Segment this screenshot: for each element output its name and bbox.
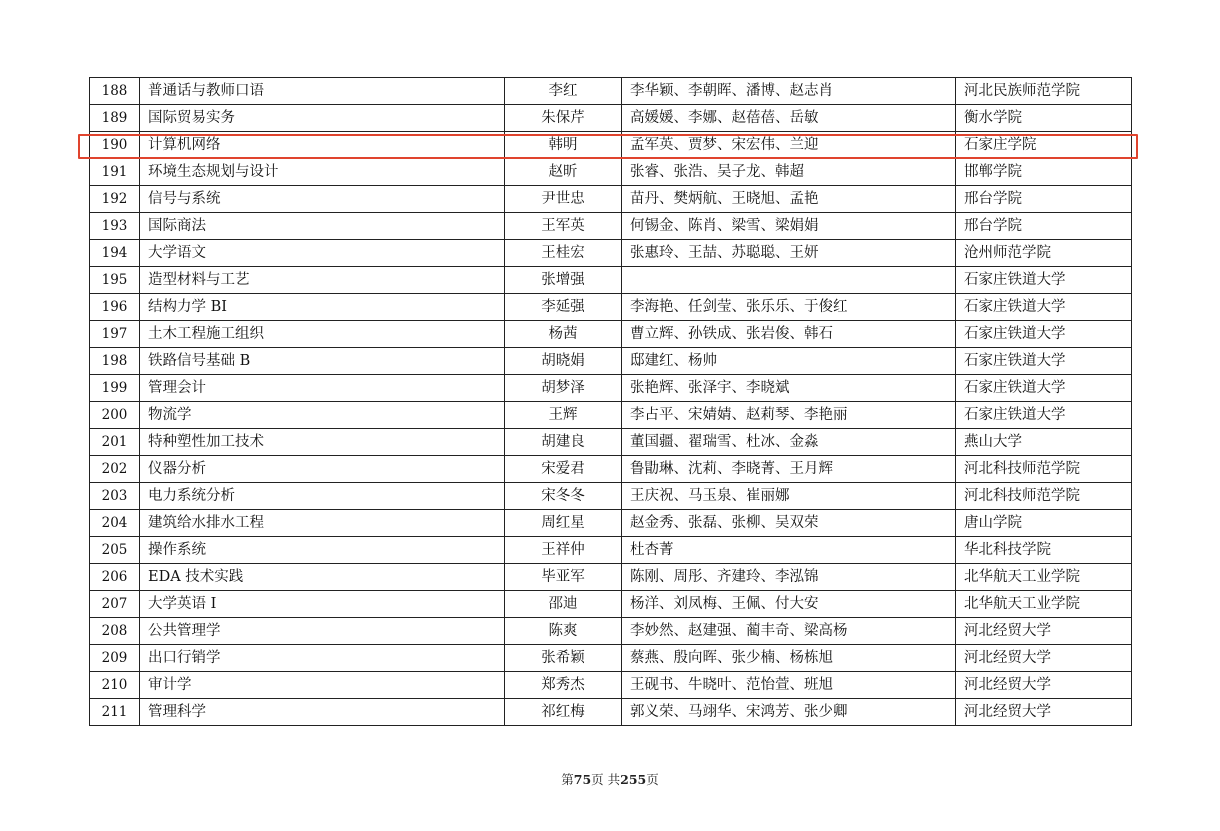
row-number: 192 [90, 186, 140, 213]
table-row [90, 375, 1132, 402]
row-number: 208 [90, 618, 140, 645]
footer-prefix: 第 [561, 772, 574, 787]
team-members: 李华颖、李朝晖、潘博、赵志肖 [622, 78, 956, 105]
team-members: 陈刚、周彤、齐建玲、李泓锦 [622, 564, 956, 591]
total-page-number: 255 [620, 772, 647, 787]
table-row [90, 78, 1132, 105]
course-leader: 邵迪 [505, 591, 622, 618]
table-row [90, 699, 1132, 726]
school-name: 衡水学院 [956, 105, 1132, 132]
team-members: 王庆祝、马玉泉、崔丽娜 [622, 483, 956, 510]
school-name: 河北经贸大学 [956, 699, 1132, 726]
row-number: 205 [90, 537, 140, 564]
row-number: 200 [90, 402, 140, 429]
course-name: 审计学 [140, 672, 505, 699]
row-number: 188 [90, 78, 140, 105]
course-name: 结构力学 BI [140, 294, 505, 321]
team-members: 鲁勖琳、沈莉、李晓菁、王月辉 [622, 456, 956, 483]
course-leader: 王军英 [505, 213, 622, 240]
course-name: 物流学 [140, 402, 505, 429]
course-name: 土木工程施工组织 [140, 321, 505, 348]
school-name: 石家庄铁道大学 [956, 321, 1132, 348]
course-name: 环境生态规划与设计 [140, 159, 505, 186]
course-leader: 王桂宏 [505, 240, 622, 267]
course-name: 信号与系统 [140, 186, 505, 213]
table-row [90, 159, 1132, 186]
school-name: 北华航天工业学院 [956, 591, 1132, 618]
table-row [90, 456, 1132, 483]
course-name: 操作系统 [140, 537, 505, 564]
course-name: 造型材料与工艺 [140, 267, 505, 294]
school-name: 石家庄铁道大学 [956, 402, 1132, 429]
footer-mid: 页 共 [591, 772, 621, 787]
row-number: 197 [90, 321, 140, 348]
table-row [90, 618, 1132, 645]
table-row [90, 591, 1132, 618]
table-row [90, 348, 1132, 375]
course-name: 特种塑性加工技术 [140, 429, 505, 456]
course-leader: 王辉 [505, 402, 622, 429]
row-number: 203 [90, 483, 140, 510]
school-name: 北华航天工业学院 [956, 564, 1132, 591]
course-name: 普通话与教师口语 [140, 78, 505, 105]
row-number: 206 [90, 564, 140, 591]
page-footer [0, 770, 1220, 788]
row-number: 211 [90, 699, 140, 726]
course-leader: 赵昕 [505, 159, 622, 186]
row-number: 194 [90, 240, 140, 267]
course-name: 管理科学 [140, 699, 505, 726]
table-row [90, 186, 1132, 213]
school-name: 河北经贸大学 [956, 618, 1132, 645]
school-name: 河北经贸大学 [956, 672, 1132, 699]
table-row [90, 564, 1132, 591]
course-leader: 胡梦泽 [505, 375, 622, 402]
course-leader: 郑秀杰 [505, 672, 622, 699]
course-name: EDA 技术实践 [140, 564, 505, 591]
team-members: 高媛媛、李娜、赵蓓蓓、岳敏 [622, 105, 956, 132]
table-row [90, 267, 1132, 294]
row-number: 198 [90, 348, 140, 375]
course-leader: 韩明 [505, 132, 622, 159]
school-name: 石家庄铁道大学 [956, 267, 1132, 294]
table-row [90, 240, 1132, 267]
row-number: 207 [90, 591, 140, 618]
team-members: 李海艳、任剑莹、张乐乐、于俊红 [622, 294, 956, 321]
course-name: 大学英语 I [140, 591, 505, 618]
course-leader: 胡建良 [505, 429, 622, 456]
school-name: 河北科技师范学院 [956, 456, 1132, 483]
school-name: 石家庄铁道大学 [956, 348, 1132, 375]
course-leader: 祁红梅 [505, 699, 622, 726]
course-name: 管理会计 [140, 375, 505, 402]
school-name: 石家庄铁道大学 [956, 375, 1132, 402]
team-members: 李占平、宋婧婧、赵莉琴、李艳丽 [622, 402, 956, 429]
school-name: 邯郸学院 [956, 159, 1132, 186]
course-leader: 尹世忠 [505, 186, 622, 213]
course-leader: 周红星 [505, 510, 622, 537]
table-row [90, 429, 1132, 456]
current-page-number: 75 [573, 772, 592, 787]
team-members: 王砚书、牛晓叶、范怡萱、班旭 [622, 672, 956, 699]
course-leader: 李红 [505, 78, 622, 105]
course-leader: 毕亚军 [505, 564, 622, 591]
row-number: 204 [90, 510, 140, 537]
row-number: 202 [90, 456, 140, 483]
course-leader: 朱保芹 [505, 105, 622, 132]
row-number: 195 [90, 267, 140, 294]
school-name: 河北民族师范学院 [956, 78, 1132, 105]
row-number: 189 [90, 105, 140, 132]
school-name: 石家庄学院 [956, 132, 1132, 159]
course-leader: 李延强 [505, 294, 622, 321]
table-row [90, 321, 1132, 348]
table-row [90, 672, 1132, 699]
course-leader: 王祥仲 [505, 537, 622, 564]
team-members: 曹立辉、孙铁成、张岩俊、韩石 [622, 321, 956, 348]
school-name: 华北科技学院 [956, 537, 1132, 564]
team-members: 杨洋、刘凤梅、王佩、付大安 [622, 591, 956, 618]
course-name: 公共管理学 [140, 618, 505, 645]
course-name: 国际商法 [140, 213, 505, 240]
team-members: 郭义荣、马翊华、宋鸿芳、张少卿 [622, 699, 956, 726]
school-name: 燕山大学 [956, 429, 1132, 456]
table-body [90, 78, 1132, 726]
table-row [90, 537, 1132, 564]
course-name: 建筑给水排水工程 [140, 510, 505, 537]
school-name: 石家庄铁道大学 [956, 294, 1132, 321]
team-members: 董国疆、翟瑞雪、杜冰、金淼 [622, 429, 956, 456]
course-leader: 张增强 [505, 267, 622, 294]
team-members: 孟军英、贾梦、宋宏伟、兰迎 [622, 132, 956, 159]
team-members: 赵金秀、张磊、张柳、吴双荣 [622, 510, 956, 537]
course-name: 铁路信号基础 B [140, 348, 505, 375]
school-name: 邢台学院 [956, 213, 1132, 240]
course-name: 国际贸易实务 [140, 105, 505, 132]
course-leader: 胡晓娟 [505, 348, 622, 375]
course-name: 计算机网络 [140, 132, 505, 159]
course-leader: 张希颖 [505, 645, 622, 672]
team-members: 蔡燕、殷向晖、张少楠、杨栋旭 [622, 645, 956, 672]
row-number: 193 [90, 213, 140, 240]
course-name: 大学语文 [140, 240, 505, 267]
table-row [90, 294, 1132, 321]
team-members: 何锡金、陈肖、梁雪、梁娟娟 [622, 213, 956, 240]
table-row [90, 510, 1132, 537]
team-members: 李妙然、赵建强、蔺丰奇、梁高杨 [622, 618, 956, 645]
table-row [90, 132, 1132, 159]
school-name: 唐山学院 [956, 510, 1132, 537]
row-number: 209 [90, 645, 140, 672]
row-number: 210 [90, 672, 140, 699]
table-row [90, 645, 1132, 672]
table-row [90, 402, 1132, 429]
footer-suffix: 页 [646, 772, 659, 787]
team-members: 张睿、张浩、吴子龙、韩超 [622, 159, 956, 186]
team-members [622, 267, 956, 294]
team-members: 邸建红、杨帅 [622, 348, 956, 375]
course-name: 仪器分析 [140, 456, 505, 483]
team-members: 张惠玲、王喆、苏聪聪、王妍 [622, 240, 956, 267]
course-leader: 杨茜 [505, 321, 622, 348]
table-row [90, 483, 1132, 510]
school-name: 沧州师范学院 [956, 240, 1132, 267]
row-number: 191 [90, 159, 140, 186]
team-members: 张艳辉、张泽宇、李晓斌 [622, 375, 956, 402]
row-number: 196 [90, 294, 140, 321]
table-row [90, 213, 1132, 240]
course-name: 电力系统分析 [140, 483, 505, 510]
team-members: 苗丹、樊炳航、王晓旭、孟艳 [622, 186, 956, 213]
school-name: 河北科技师范学院 [956, 483, 1132, 510]
course-table [89, 77, 1132, 726]
course-leader: 宋爱君 [505, 456, 622, 483]
team-members: 杜杏菁 [622, 537, 956, 564]
course-leader: 宋冬冬 [505, 483, 622, 510]
row-number: 190 [90, 132, 140, 159]
table-row [90, 105, 1132, 132]
row-number: 199 [90, 375, 140, 402]
course-name: 出口行销学 [140, 645, 505, 672]
school-name: 河北经贸大学 [956, 645, 1132, 672]
course-leader: 陈爽 [505, 618, 622, 645]
row-number: 201 [90, 429, 140, 456]
school-name: 邢台学院 [956, 186, 1132, 213]
